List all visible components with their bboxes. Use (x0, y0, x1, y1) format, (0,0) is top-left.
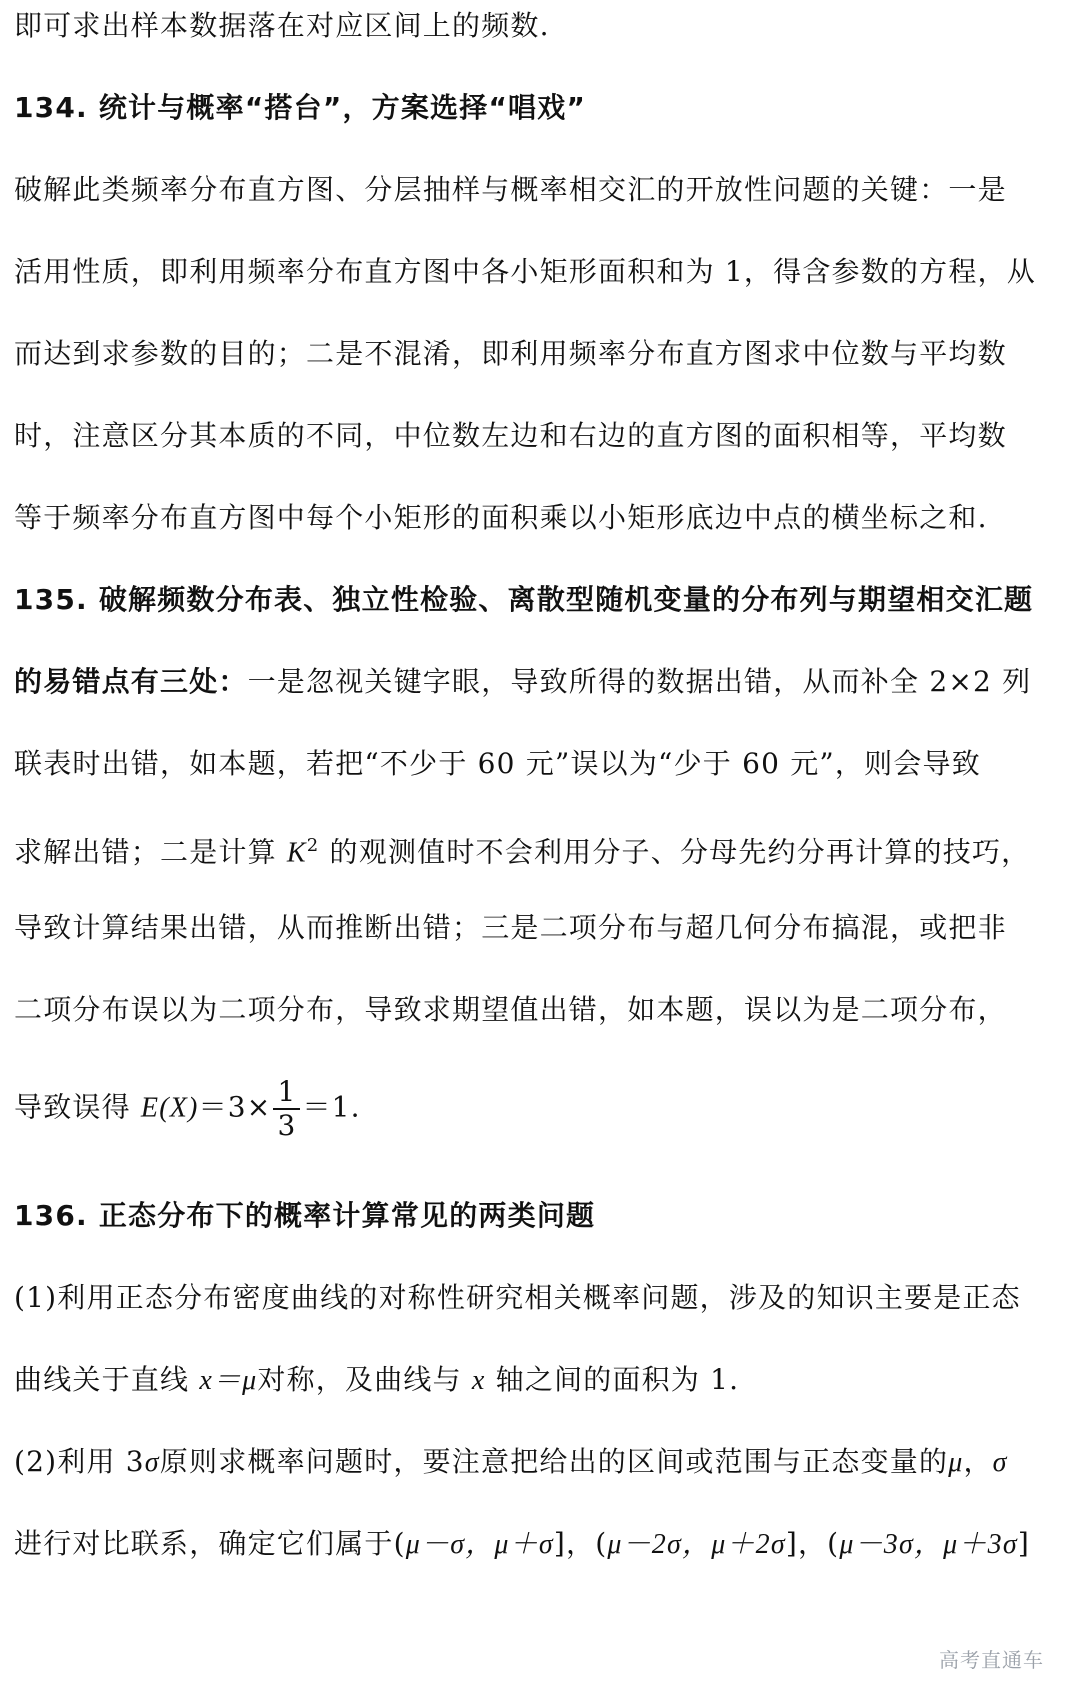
text-line (14, 1076, 1068, 1142)
text-line: 等于频率分布直方图中每个小矩形的面积乘以小矩形底边中点的横坐标之和. (14, 501, 988, 534)
math-variable: σ (992, 1447, 1008, 1478)
section-heading-135: 135. 破解频数分布表、独立性检验、离散型随机变量的分布列与期望相交汇题 (14, 583, 1034, 616)
text-line: 活用性质，即利用频率分布直方图中各小矩形面积和为 1，得含参数的方程，从 (14, 255, 1036, 288)
text-line: 二项分布误以为二项分布，导致求期望值出错，如本题，误以为是二项分布， (14, 993, 1007, 1026)
text-segment: ＝3× (198, 1090, 272, 1124)
text-segment: 导致误得 (14, 1090, 141, 1124)
section-heading-134: 134. 统计与概率“搭台”，方案选择“唱戏” (14, 91, 587, 124)
math-variable: K (286, 837, 307, 869)
heading-continuation: 的易错点有三处： (14, 665, 248, 698)
text-segment: 的观测值时不会利用分子、分母先约分再计算的技巧， (319, 835, 1031, 869)
text-line: 而达到求参数的目的；二是不混淆，即利用频率分布直方图求中位数与平均数 (14, 337, 1007, 370)
text-segment: 一是忽视关键字眼，导致所得的数据出错，从而补全 2×2 列 (247, 665, 1032, 698)
math-interval: μ－σ，μ＋σ (405, 1529, 554, 1560)
text-segment: ]，( (553, 1527, 608, 1560)
text-segment: ]，( (785, 1527, 840, 1560)
text-segment: (2)利用 3 (14, 1445, 145, 1478)
text-line (14, 1524, 1068, 1565)
text-line (14, 662, 1068, 702)
text-line (14, 1442, 1068, 1483)
text-line: 时，注意区分其本质的不同，中位数左边和右边的直方图的面积相等，平均数 (14, 419, 1007, 452)
fraction-denominator: 3 (277, 1109, 297, 1142)
text-line (14, 826, 1068, 873)
fraction-numerator: 1 (273, 1076, 300, 1110)
math-variable: μ (948, 1447, 964, 1478)
math-variable: x (471, 1365, 486, 1396)
text-segment: 原则求概率问题时，要注意把给出的区间或范围与正态变量的 (159, 1445, 949, 1478)
watermark: 高考直通车 (939, 1648, 1044, 1672)
text-line (14, 1360, 1068, 1401)
text-line: 联表时出错，如本题，若把“不少于 60 元”误以为“少于 60 元”，则会导致 (14, 747, 981, 780)
text-segment: ， (963, 1445, 993, 1478)
math-variable: σ (144, 1447, 160, 1478)
text-segment: 求解出错；二是计算 (14, 835, 287, 869)
text-line: 即可求出样本数据落在对应区间上的频数. (14, 9, 550, 42)
text-segment: ] (1017, 1527, 1030, 1560)
text-line: (1)利用正态分布密度曲线的对称性研究相关概率问题，涉及的知识主要是正态 (14, 1281, 1021, 1314)
fraction (273, 1076, 300, 1142)
math-interval: μ－2σ，μ＋2σ (607, 1529, 786, 1560)
text-line: 导致计算结果出错，从而推断出错；三是二项分布与超几何分布搞混，或把非 (14, 911, 1007, 944)
math-expression: x＝μ (199, 1365, 258, 1396)
text-segment: ＝1. (302, 1090, 361, 1124)
text-segment: 轴之间的面积为 1. (485, 1363, 740, 1396)
math-interval: μ－3σ，μ＋3σ (839, 1529, 1018, 1560)
math-expression: E(X) (140, 1092, 199, 1124)
text-segment: 对称，及曲线与 (257, 1363, 472, 1396)
text-line: 破解此类频率分布直方图、分层抽样与概率相交汇的开放性问题的关键：一是 (14, 173, 1007, 206)
text-segment: 进行对比联系，确定它们属于( (14, 1527, 406, 1560)
text-segment: 曲线关于直线 (14, 1363, 200, 1396)
section-heading-136: 136. 正态分布下的概率计算常见的两类问题 (14, 1199, 596, 1232)
superscript: 2 (306, 835, 320, 856)
